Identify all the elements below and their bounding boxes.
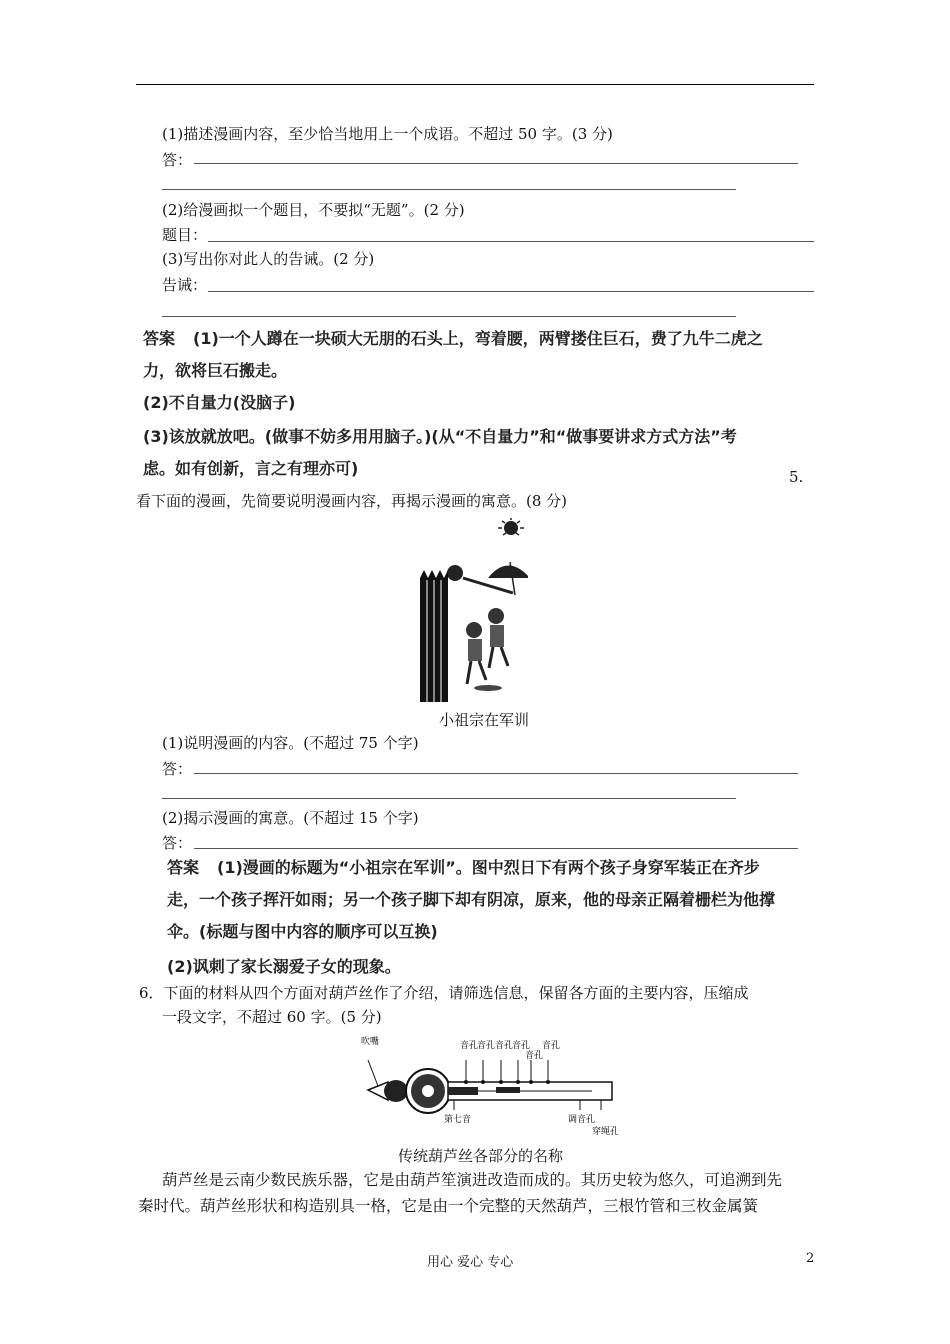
- q6-paragraph-line1: 葫芦丝是云南少数民族乐器，它是由葫芦笙演进改造而成的。其历史较为悠久，可追溯到先: [162, 1171, 783, 1189]
- q4-part3-answer-label: 告诫：: [162, 276, 208, 294]
- q4-answer-3a: (3)该放就放吧。(做事不妨多用用脑子。)(从“不自量力”和“做事要讲求方式方法”考: [143, 427, 737, 446]
- label-seventh-note: 第七音: [444, 1115, 472, 1125]
- q5-part2-answer-label: 答：: [162, 834, 193, 852]
- q4-part1-answer-label: 答：: [162, 151, 193, 169]
- comic-image: [418, 518, 528, 704]
- q4-part3-prompt: (3)写出你对此人的告诫。(2 分): [162, 250, 375, 268]
- q5-part1-answer-label: 答：: [162, 760, 193, 778]
- header-rule: [136, 84, 814, 85]
- label-hole: 音孔: [495, 1041, 514, 1051]
- q4-part2-answer-label: 题目：: [162, 226, 208, 244]
- answer-line: [194, 163, 798, 164]
- q4-answer-2: (2)不自量力(没脑子): [143, 393, 296, 412]
- q4-answer-1b: 力，欲将巨石搬走。: [143, 361, 288, 380]
- answer-label: 答案: [167, 858, 200, 877]
- label-hole: 音孔: [460, 1041, 479, 1051]
- comic-caption: 小祖宗在军训: [439, 711, 530, 729]
- q4-answer-1a: (1)一个人蹲在一块硕大无朋的石头上，弯着腰，两臂搂住巨石，费了九牛二虎之: [193, 329, 763, 348]
- q5-answer-2: (2)讽刺了家长溺爱子女的现象。: [167, 957, 401, 976]
- q5-prompt: 看下面的漫画，先简要说明漫画内容，再揭示漫画的寓意。(8 分): [136, 492, 568, 510]
- label-hole: 音孔: [525, 1051, 544, 1061]
- answer-line: [208, 241, 814, 242]
- q6-prompt-line2: 一段文字，不超过 60 字。(5 分): [162, 1008, 382, 1026]
- hulusi-diagram: [356, 1030, 618, 1142]
- label-string-hole: 穿绳孔: [592, 1127, 618, 1137]
- label-hole: 音孔: [512, 1041, 531, 1051]
- answer-line: [194, 773, 798, 774]
- q6-paragraph-line2: 秦时代。葫芦丝形状和构造别具一格，它是由一个完整的天然葫芦，三根竹管和三枚金属簧: [138, 1197, 759, 1215]
- q5-number: 5.: [789, 468, 804, 486]
- q4-answer-3b: 虑。如有创新，言之有理亦可): [143, 459, 359, 478]
- q5-answer-1b: 走，一个孩子挥汗如雨；另一个孩子脚下却有阴凉，原来，他的母亲正隔着栅栏为他撑: [167, 890, 776, 909]
- q5-part2-prompt: (2)揭示漫画的寓意。(不超过 15 个字): [162, 809, 419, 827]
- q5-answer-1a: (1)漫画的标题为“小祖宗在军训”。图中烈日下有两个孩子身穿军装正在齐步: [217, 858, 760, 877]
- label-mouthpiece: 吹嘴: [361, 1037, 380, 1047]
- label-tuning-hole: 调音孔: [568, 1115, 596, 1125]
- q4-part2-prompt: (2)给漫画拟一个题目，不要拟“无题”。(2 分): [162, 201, 465, 219]
- answer-line: [162, 189, 736, 190]
- page-number: 2: [806, 1251, 815, 1266]
- answer-label: 答案: [143, 329, 176, 348]
- label-hole: 音孔: [542, 1041, 561, 1051]
- diagram-caption: 传统葫芦丝各部分的名称: [398, 1147, 564, 1165]
- q5-answer-1c: 伞。(标题与图中内容的顺序可以互换): [167, 922, 438, 941]
- q5-part1-prompt: (1)说明漫画的内容。(不超过 75 个字): [162, 734, 419, 752]
- q4-part1-prompt: (1)描述漫画内容，至少恰当地用上一个成语。不超过 50 字。(3 分): [162, 125, 613, 143]
- answer-line: [162, 798, 736, 799]
- q6-prompt-line1: 6．下面的材料从四个方面对葫芦丝作了介绍，请筛选信息，保留各方面的主要内容，压缩成: [139, 984, 749, 1002]
- answer-line: [162, 316, 736, 317]
- footer-text: 用心 爱心 专心: [427, 1255, 514, 1270]
- answer-line: [208, 291, 814, 292]
- answer-line: [194, 848, 798, 849]
- label-hole: 音孔: [477, 1041, 496, 1051]
